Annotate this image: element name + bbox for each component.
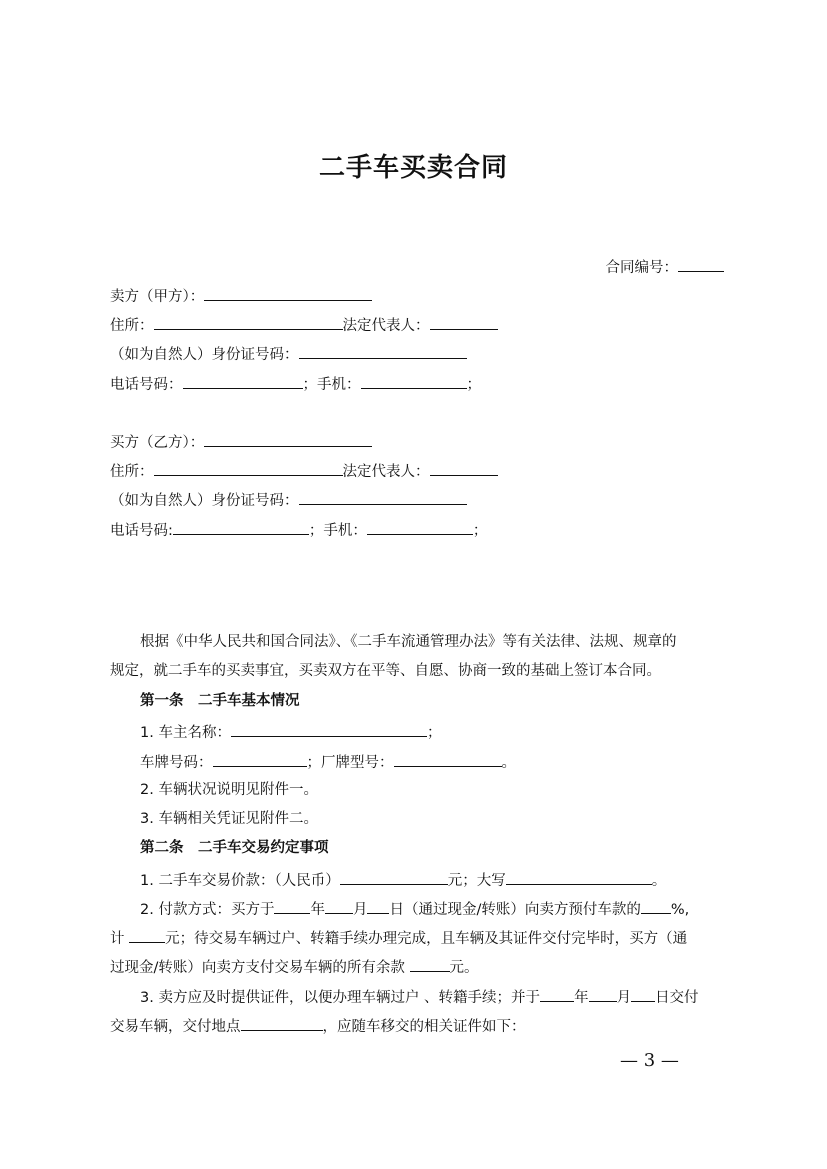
payment-month-blank: [325, 898, 353, 914]
buyer-address-row: [110, 460, 498, 482]
delivery-day-label: 日交付: [655, 990, 699, 1006]
delivery-place-label: 交易车辆，交付地点: [110, 1019, 241, 1035]
payment-prepay-text: 日（通过现金/转账）向卖方预付车款的: [389, 902, 641, 918]
contract-number-row: [606, 256, 725, 278]
payment-row-2: [110, 927, 687, 949]
seller-id-label: （如为自然人）身份证号码：: [110, 347, 299, 363]
owner-name-end: ；: [426, 725, 442, 741]
contract-number-blank: [678, 256, 724, 272]
seller-legal-rep-blank: [430, 314, 498, 330]
buyer-phone-end: ；: [472, 523, 488, 539]
seller-party-row: [110, 285, 372, 307]
buyer-id-blank: [299, 489, 467, 505]
buyer-legal-rep-blank: [430, 460, 498, 476]
payment-amount-blank: [129, 927, 165, 943]
article-1-item-2: 2. 车辆状况说明见附件一。: [140, 782, 318, 798]
seller-mobile-label: ；手机：: [302, 377, 361, 393]
seller-address-blank: [154, 314, 343, 330]
seller-party-label: 卖方（甲方）：: [110, 289, 205, 305]
price-capital-blank: [506, 869, 652, 885]
article-1-heading: 第一条 二手车基本情况: [140, 693, 300, 709]
buyer-party-row: [110, 431, 372, 453]
owner-name-label: 1. 车主名称：: [140, 725, 231, 741]
seller-phone-label: 电话号码：: [110, 377, 183, 393]
price-capital-label: 元；大写: [447, 873, 506, 889]
payment-amount-label: 计: [110, 931, 130, 947]
buyer-address-blank: [154, 460, 343, 476]
seller-phone-blank: [183, 373, 303, 389]
buyer-phone-row: [110, 519, 487, 541]
delivery-row-2: [110, 1015, 526, 1037]
intro-line-1: 根据《中华人民共和国合同法》、《二手车流通管理办法》等有关法律、法规、规章的: [140, 634, 677, 650]
seller-address-row: [110, 314, 498, 336]
price-blank: [340, 869, 448, 885]
page-title: 二手车买卖合同: [318, 153, 508, 183]
buyer-address-label: 住所：: [110, 464, 154, 480]
price-end: 。: [651, 873, 667, 889]
payment-year-blank: [274, 898, 310, 914]
payment-balance-unit: 元。: [449, 960, 479, 976]
seller-id-row: [110, 343, 467, 365]
seller-phone-end: ；: [466, 377, 481, 393]
article-1-item-3: 3. 车辆相关凭证见附件二。: [140, 811, 318, 827]
plate-label: 车牌号码：: [140, 755, 213, 771]
seller-legal-rep-label: 法定代表人：: [342, 318, 430, 334]
delivery-month-blank: [589, 986, 617, 1002]
seller-id-blank: [299, 343, 467, 359]
buyer-name-blank: [204, 431, 372, 447]
seller-address-label: 住所：: [110, 318, 154, 334]
model-blank: [394, 751, 502, 767]
buyer-party-label: 买方（乙方）：: [110, 435, 205, 451]
payment-year-label: 年: [310, 902, 325, 918]
buyer-id-label: （如为自然人）身份证号码：: [110, 493, 299, 509]
owner-name-row: [140, 721, 441, 743]
buyer-mobile-label: ；手机：: [308, 523, 367, 539]
buyer-phone-blank: [173, 519, 309, 535]
model-label: ；厂牌型号：: [306, 755, 394, 771]
delivery-day-blank: [631, 986, 655, 1002]
delivery-documents-text: ，应随车移交的相关证件如下：: [322, 1019, 526, 1035]
payment-percent-sign: %,: [670, 902, 690, 918]
price-label: 1. 二手车交易价款：（人民币）: [140, 873, 340, 889]
payment-balance-text: 元；待交易车辆过户、转籍手续办理完成，且车辆及其证件交付完毕时，买方（通: [165, 931, 688, 947]
payment-row-1: [140, 898, 689, 920]
payment-month-label: 月: [352, 902, 368, 918]
seller-phone-row: [110, 373, 481, 395]
buyer-mobile-blank: [367, 519, 473, 535]
plate-model-row: [140, 751, 516, 773]
price-row: [140, 869, 666, 891]
payment-label: 2. 付款方式：买方于: [140, 902, 275, 918]
payment-percent-blank: [641, 898, 671, 914]
intro-line-2: 规定，就二手车的买卖事宜，买卖双方在平等、自愿、协商一致的基础上签订本合同。: [110, 663, 661, 679]
delivery-text: 3. 卖方应及时提供证件，以便办理车辆过户 、转籍手续；并于: [140, 990, 541, 1006]
contract-number-label: 合同编号：: [605, 260, 678, 276]
payment-balance-blank: [410, 956, 450, 972]
buyer-legal-rep-label: 法定代表人：: [342, 464, 430, 480]
page-number: — 3 —: [620, 1050, 679, 1071]
plate-blank: [213, 751, 307, 767]
seller-mobile-blank: [361, 373, 467, 389]
seller-name-blank: [204, 285, 372, 301]
payment-day-blank: [367, 898, 389, 914]
delivery-year-label: 年: [574, 990, 589, 1006]
owner-name-blank: [231, 721, 427, 737]
buyer-id-row: [110, 489, 467, 511]
delivery-year-blank: [540, 986, 574, 1002]
payment-balance-label: 过现金/转账）向卖方支付交易车辆的所有余款: [110, 960, 410, 976]
buyer-phone-label: 电话号码:: [110, 523, 173, 539]
article-2-heading: 第二条 二手车交易约定事项: [140, 840, 329, 856]
delivery-place-blank: [241, 1015, 323, 1031]
delivery-month-label: 月: [616, 990, 632, 1006]
model-end: 。: [501, 755, 516, 771]
delivery-row-1: [140, 986, 699, 1008]
payment-row-3: [110, 956, 479, 978]
